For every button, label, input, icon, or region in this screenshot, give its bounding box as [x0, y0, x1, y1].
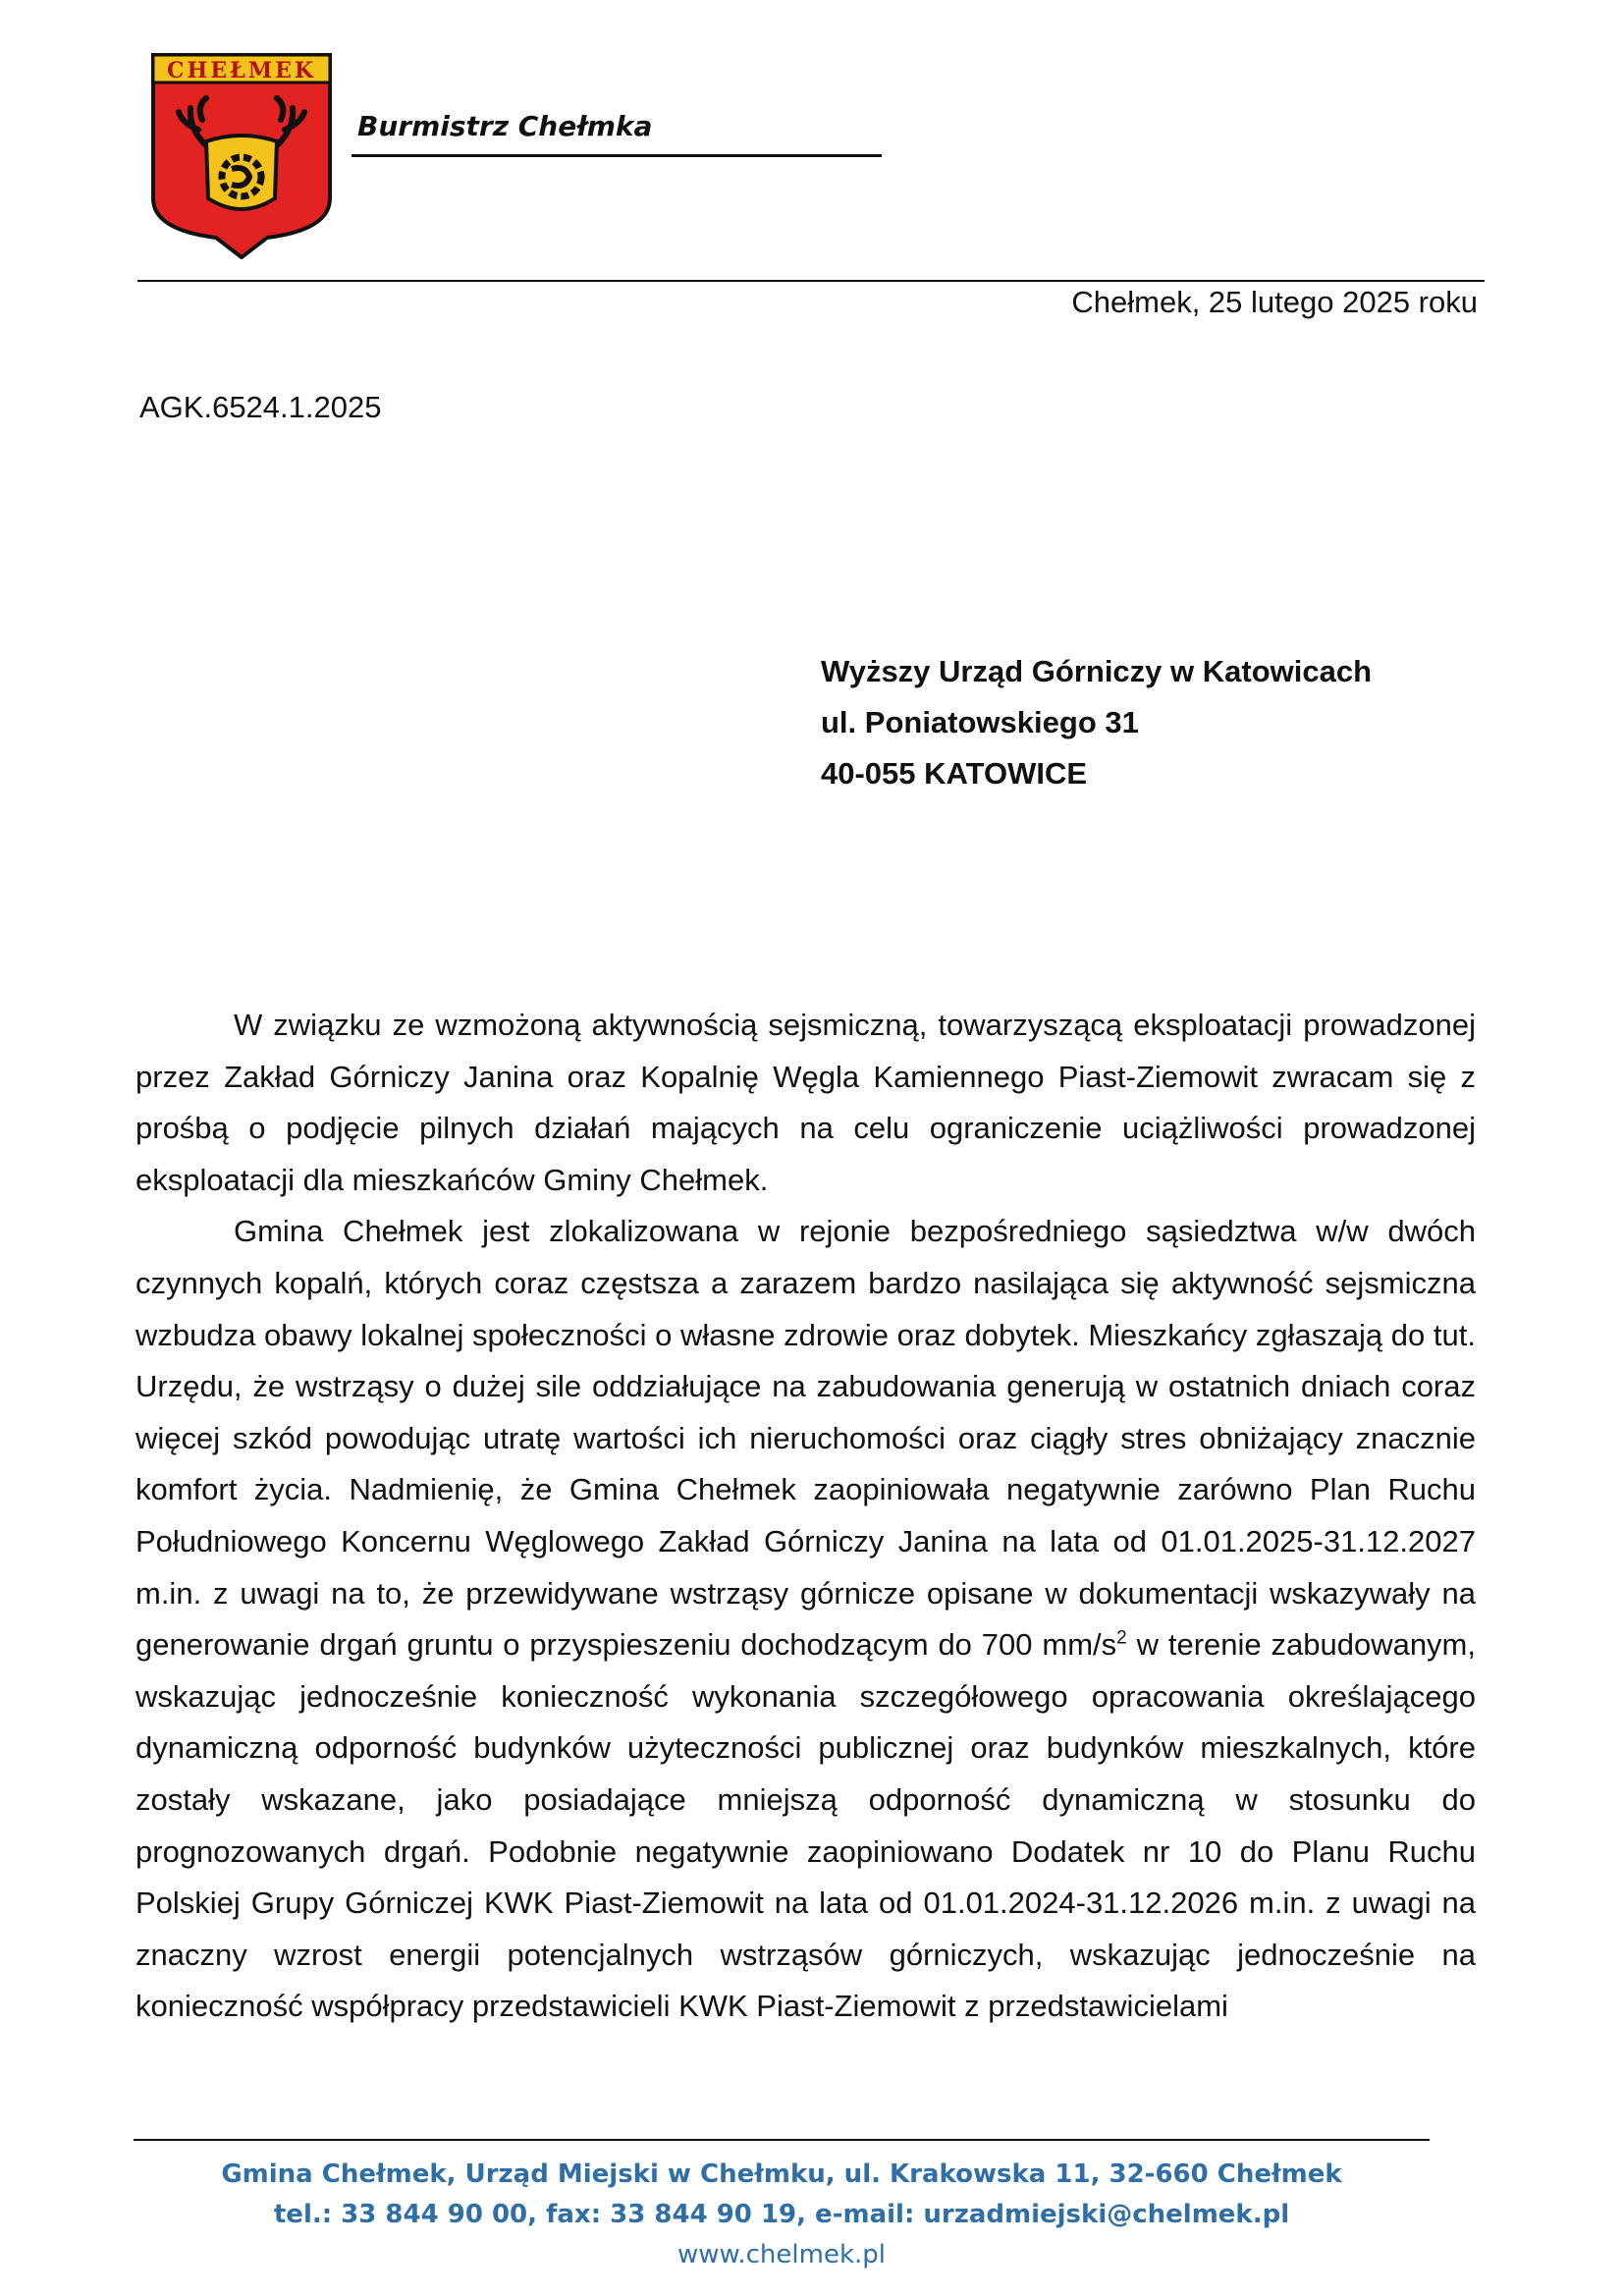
letter-date: Chełmek, 25 lutego 2025 roku — [1071, 285, 1478, 319]
addressee-block — [821, 646, 1372, 799]
footer-website-link[interactable]: www.chelmek.pl — [676, 2240, 887, 2269]
superscript-exponent: 2 — [1116, 1627, 1127, 1649]
addressee-name: Wyższy Urząd Górniczy w Katowicach — [821, 654, 1373, 688]
header-title: Burmistrz Chełmka — [357, 110, 653, 142]
case-number: AGK.6524.1.2025 — [139, 390, 382, 424]
paragraph-2-text-b: w terenie zabudowanym, wskazując jednocześnie konieczność wykonania szczegółowego opracowania określającego dynamiczną odporność budynków użyteczności publicznej oraz budynków mieszkalnych, które zostały wskazane, jako posiadające mniejszą odporność dynamiczną w stosunku do prognozowanych drgań. Podobnie negatywnie zaopiniowano Dodatek nr 10 do Planu Ruchu Polskiej Grupy Górniczej KWK Piast-Ziemowit na lata od 01.01.2024-31.12.2026 m.in. z uwagi na znaczny wzrost energii potencjalnych wstrząsów górniczych, wskazując jednocześnie na konieczność współpracy przedstawicieli KWK Piast-Ziemowit z przedstawicielami — [135, 1627, 1476, 2024]
footer-contact: tel.: 33 844 90 00, fax: 33 844 90 19, e-mail: urzadmiejski@chelmek.pl — [273, 2200, 1290, 2229]
footer-divider — [134, 2139, 1430, 2141]
paragraph-2-text-a: Gmina Chełmek jest zlokalizowana w rejonie bezpośredniego sąsiedztwa w/w dwóch czynnych kopalń, których coraz częstsza a zarazem bardzo nasilająca się aktywność sejsmiczna wzbudza obawy lokalnej społeczności o własne zdrowie oraz dobytek. Mieszkańcy zgłaszają do tut. Urzędu, że wstrząsy o dużej sile oddziałujące na zabudowania generują w ostatnich dniach coraz więcej szkód powodując utratę wartości ich nieruchomości oraz ciągły stres obniżający znacznie komfort życia. Nadmienię, że Gmina Chełmek zaopiniowała negatywnie zarówno Plan Ruchu Południowego Koncernu Węglowego Zakład Górniczy Janina na lata od 01.01.2025-31.12.2027 m.in. z uwagi na to, że przewidywane wstrząsy górnicze opisane w dokumentacji wskazywały na generowanie drgań gruntu o przyspieszeniu dochodzącym do 700 mm/s — [135, 1214, 1476, 1663]
letter-body — [135, 1000, 1476, 2033]
addressee-street: ul. Poniatowskiego 31 — [821, 705, 1139, 739]
coat-of-arms-logo — [149, 51, 334, 259]
header-divider — [137, 280, 1485, 282]
body-paragraph-1: W związku ze wzmożoną aktywnością sejsmiczną, towarzyszącą eksploatacji prowadzonej przez Zakład Górniczy Janina oraz Kopalnię Węgla Kamiennego Piast-Ziemowit zwracam się z prośbą o podjęcie pilnych działań mających na celu ograniczenie uciążliwości prowadzonej eksploatacji dla mieszkańców Gminy Chełmek. — [135, 1008, 1476, 1197]
footer — [134, 2155, 1430, 2275]
footer-address: Gmina Chełmek, Urząd Miejski w Chełmku, ul. Krakowska 11, 32-660 Chełmek — [221, 2159, 1342, 2189]
addressee-city: 40-055 KATOWICE — [821, 756, 1088, 791]
crest-banner-text: CHEŁMEK — [167, 58, 316, 83]
body-paragraph-2 — [135, 1206, 1476, 2033]
header-underline — [352, 154, 882, 157]
